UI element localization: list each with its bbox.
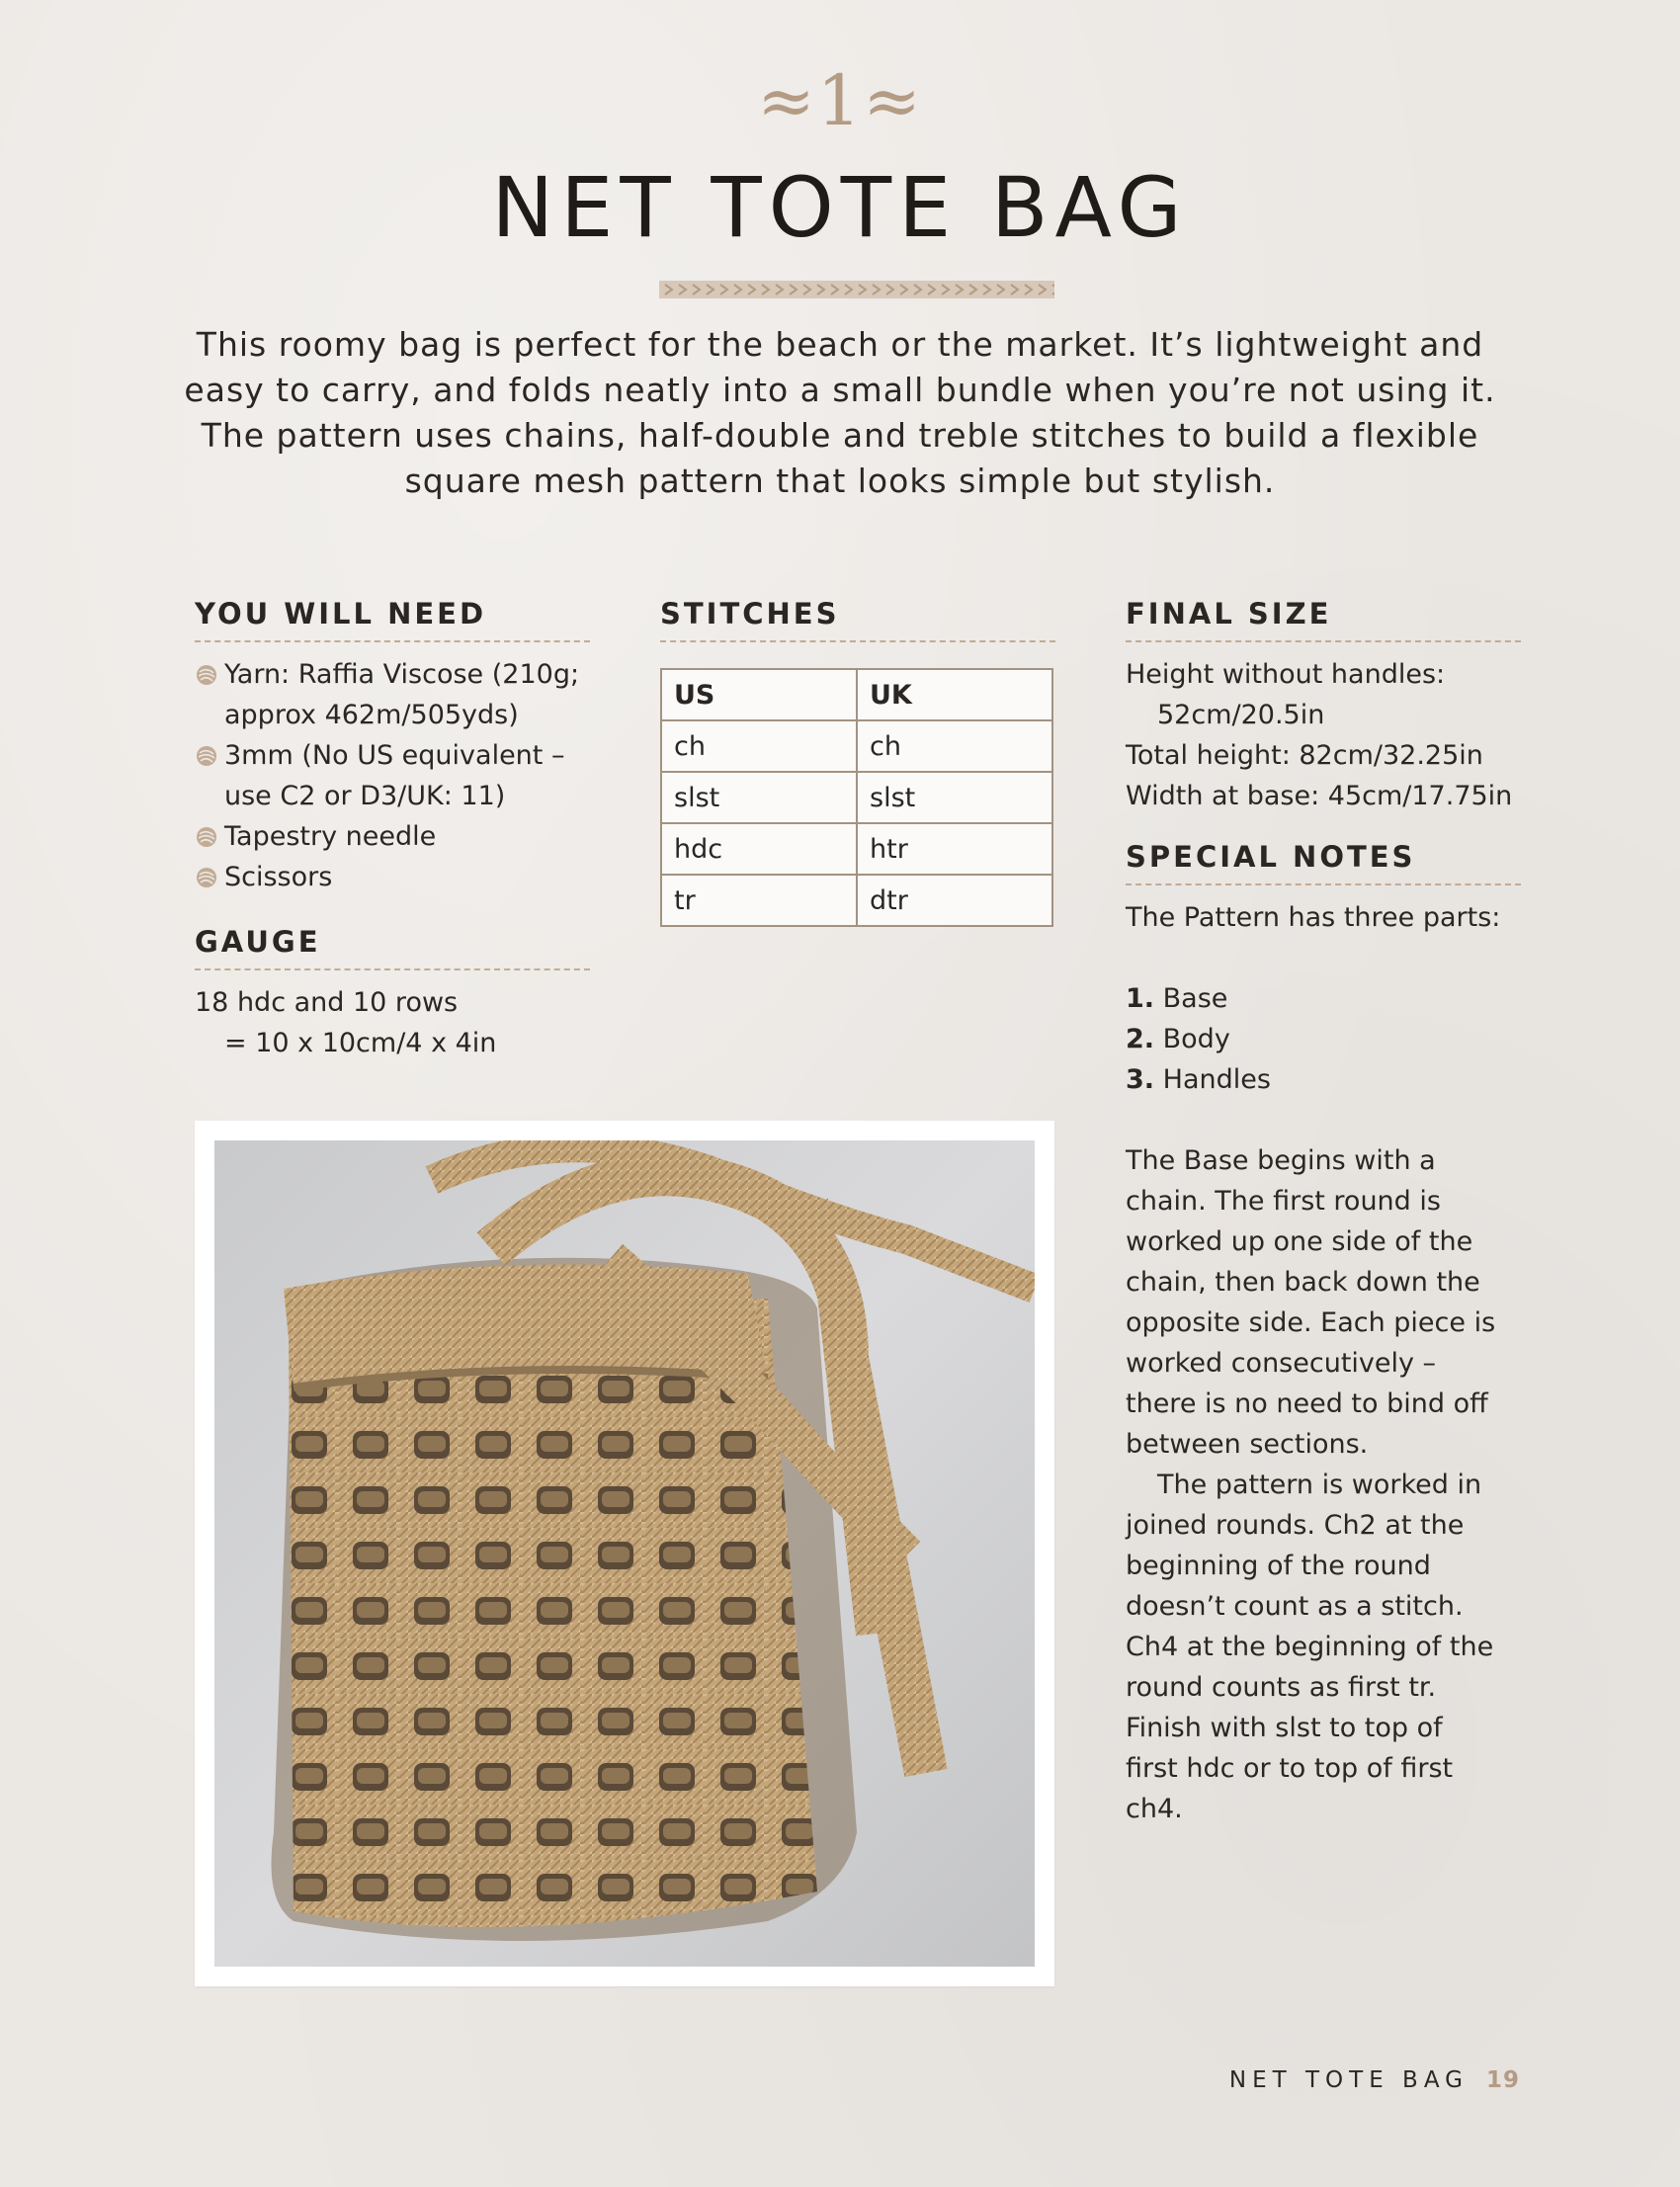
final-size-text [1126, 654, 1521, 816]
final-size-line-1: Height without handles: [1126, 659, 1446, 690]
photo-frame [195, 1121, 1054, 1986]
part-number: 1. [1126, 983, 1155, 1014]
cell-uk: slst [857, 772, 1052, 823]
you-will-need-section [195, 597, 590, 1063]
final-size-line-2: 52cm/20.5in [1157, 700, 1325, 730]
need-item-scissors: Scissors [224, 862, 333, 892]
notes-paragraph-2: The pattern is worked in joined rounds. Ch2 at the beginning of the round doesn’t count as a stitch. Ch4 at the beginning of the round counts as first tr. Finish with slst to top of first hdc or to top of first ch4. [1126, 1470, 1494, 1824]
page-number: 19 [1485, 2067, 1520, 2093]
part-number: 2. [1126, 1024, 1155, 1054]
final-size-line-4: Width at base: 45cm/17.75in [1126, 781, 1513, 811]
column-header-us: US [661, 669, 857, 720]
list-item [195, 816, 590, 857]
cell-us: slst [661, 772, 857, 823]
notes-paragraph-1: The Base begins with a chain. The first round is worked up one side of the chain, then back down the opposite side. Each piece is worked consecutively – there is no need to bind off between sections. [1126, 1145, 1496, 1460]
cell-uk: dtr [857, 875, 1052, 926]
table-row [661, 823, 1052, 875]
yarn-ball-icon [195, 825, 218, 849]
list-item [1126, 1059, 1521, 1100]
page-footer [1229, 2067, 1520, 2093]
cell-us: ch [661, 720, 857, 772]
yarn-ball-icon [195, 663, 218, 687]
list-item [195, 735, 590, 816]
needs-list [195, 654, 590, 897]
braid-divider [659, 281, 1054, 298]
cell-uk: htr [857, 823, 1052, 875]
table-row [661, 772, 1052, 823]
stitches-section [660, 597, 1055, 927]
gauge-heading: GAUGE [195, 925, 590, 970]
list-item [195, 857, 590, 897]
gauge-line-1: 18 hdc and 10 rows [195, 987, 459, 1018]
final-size-section [1126, 597, 1521, 1829]
table-row [661, 875, 1052, 926]
list-item [195, 654, 590, 735]
footer-label: NET TOTE BAG [1228, 2067, 1469, 2093]
list-item [1126, 1019, 1521, 1059]
cell-us: hdc [661, 823, 857, 875]
stitches-heading: STITCHES [660, 597, 1055, 642]
column-header-uk: UK [857, 669, 1052, 720]
table-row [661, 720, 1052, 772]
yarn-ball-icon [195, 866, 218, 889]
cell-uk: ch [857, 720, 1052, 772]
gauge-text [195, 982, 590, 1063]
list-item [1126, 978, 1521, 1019]
intro-paragraph: This roomy bag is perfect for the beach or the market. It’s lightweight and easy to carry, and folds neatly into a small bundle when you’re not using it. The pattern uses chains, half-double and treble stitches to build a flexible square mesh pattern that looks simple but stylish. [184, 325, 1496, 500]
stitches-table [660, 668, 1053, 927]
final-size-line-3: Total height: 82cm/32.25in [1126, 740, 1483, 771]
cell-us: tr [661, 875, 857, 926]
you-will-need-heading: YOU WILL NEED [195, 597, 590, 642]
yarn-ball-icon [195, 744, 218, 768]
final-size-heading: FINAL SIZE [1126, 597, 1521, 642]
part-number: 3. [1126, 1064, 1155, 1095]
need-item-needle: Tapestry needle [224, 821, 437, 852]
chapter-number: ≈1≈ [757, 60, 923, 141]
special-notes-heading: SPECIAL NOTES [1126, 840, 1521, 885]
special-notes-text [1126, 897, 1521, 1829]
tote-bag-photo [214, 1140, 1035, 1967]
part-label: Base [1162, 983, 1228, 1014]
need-item-yarn: Yarn: Raffia Viscose (210g; approx 462m/505yds) [224, 659, 580, 730]
part-label: Body [1162, 1024, 1230, 1054]
page-title: NET TOTE BAG [491, 159, 1189, 256]
part-label: Handles [1162, 1064, 1271, 1095]
need-item-hook: 3mm (No US equivalent – use C2 or D3/UK: 11) [224, 740, 565, 811]
gauge-line-2: = 10 x 10cm/4 x 4in [224, 1028, 497, 1058]
special-notes-lead: The Pattern has three parts: [1126, 902, 1501, 933]
table-header-row [661, 669, 1052, 720]
